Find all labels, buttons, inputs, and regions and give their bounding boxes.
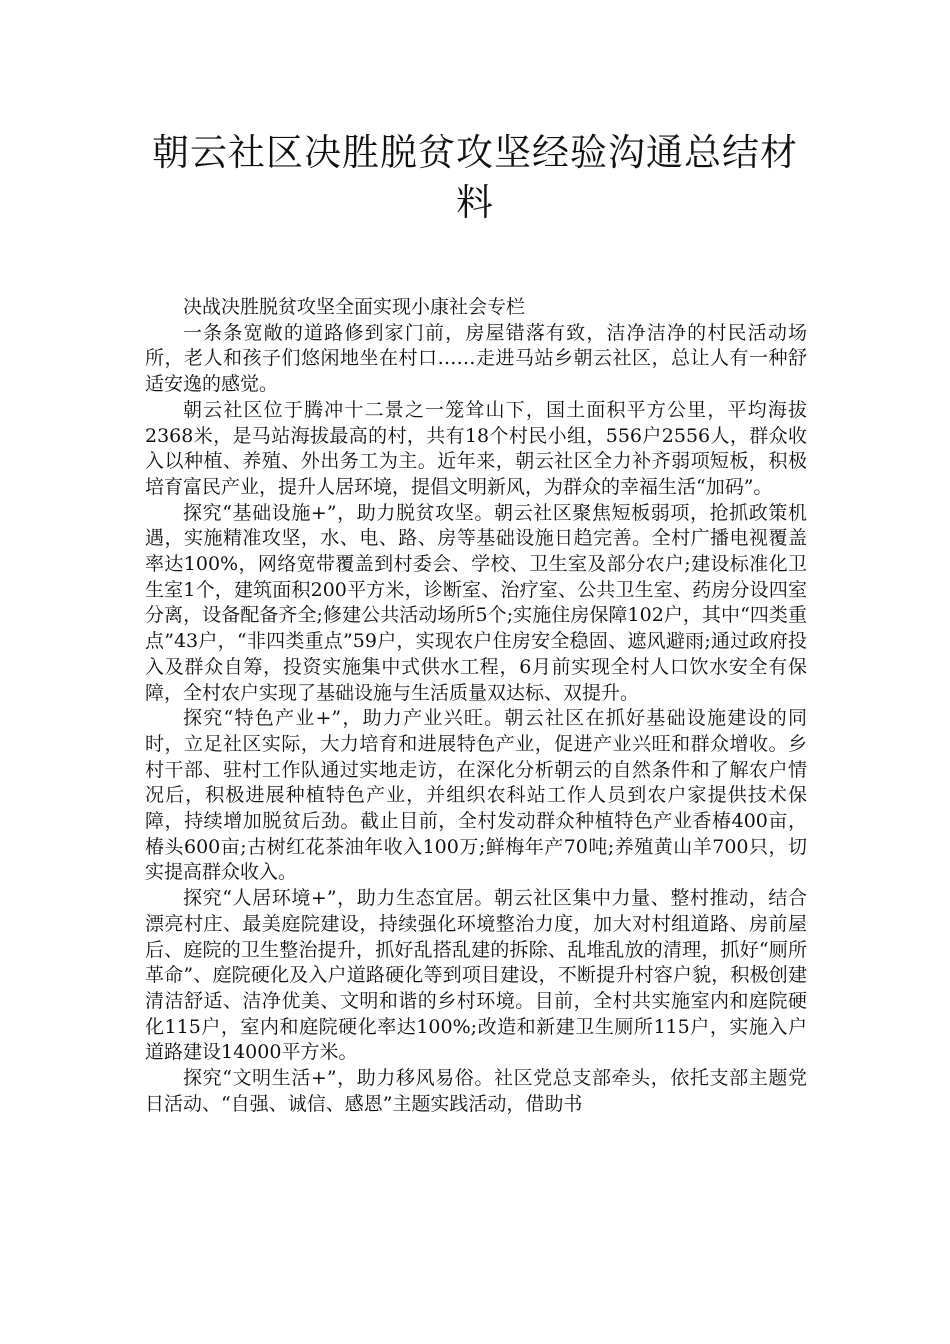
paragraph-infrastructure: 探究“基础设施+”，助力脱贫攻坚。朝云社区聚焦短板弱项，抢抓政策机遇，实施精准攻坚，水、电、路、房等基础设施日趋完善。全村广播电视覆盖率达100%，网络宽带覆盖到村委会、学校、卫生室及部分农户;建设标准化卫生室1个，建筑面积200平方米，诊断室、治疗室、公共卫生室、药房分设四室分离，设备配备齐全;修建公共活动场所5个;实施住房保障102户，其中“四类重点”43户，“非四类重点”59户，实现农户住房安全稳固、遮风避雨;通过政府投入及群众自筹，投资实施集中式供水工程，6月前实现全村人口饮水安全有保障，全村农户实现了基础设施与生活质量双达标、双提升。 — [145, 501, 807, 704]
paragraph-intro: 一条条宽敞的道路修到家门前，房屋错落有致，洁净洁净的村民活动场所，老人和孩子们悠闲地坐在村口……走进马站乡朝云社区，总让人有一种舒适安逸的感觉。 — [145, 321, 807, 396]
paragraph-civilization: 探究“文明生活+”，助力移风易俗。社区党总支部牵头，依托支部主题党日活动、“自强、诚信、感恩”主题实践活动，借助书 — [145, 1067, 807, 1115]
paragraph-overview: 朝云社区位于腾冲十二景之一笼耸山下，国土面积平方公里，平均海拔2368米，是马站海拔最高的村，共有18个村民小组，556户2556人，群众收入以种植、养殖、外出务工为主。近年来，朝云社区全力补齐弱项短板，积极培育富民产业，提升人居环境，提倡文明新风，为群众的幸福生活“加码”。 — [145, 398, 807, 498]
column-heading: 决战决胜脱贫攻坚全面实现小康社会专栏 — [183, 296, 526, 318]
document-body — [145, 295, 807, 1118]
document-title: 朝云社区决胜脱贫攻坚经验沟通总结材料 — [152, 131, 798, 224]
paragraph-industry: 探究“特色产业+”，助力产业兴旺。朝云社区在抓好基础设施建设的同时，立足社区实际，大力培育和进展特色产业，促进产业兴旺和群众增收。乡村干部、驻村工作队通过实地走访，在深化分析朝云的自然条件和了解农户情况后，积极进展种植特色产业，并组织农科站工作人员到农户家提供技术保障，持续增加脱贫后劲。截止目前，全村发动群众种植特色产业香椿400亩，椿头600亩;古树红花茶油年收入100万;鲜梅年产70吨;养殖黄山羊700只，切实提高群众收入。 — [145, 707, 807, 884]
paragraph-environment: 探究“人居环境+”，助力生态宜居。朝云社区集中力量、整村推动，结合漂亮村庄、最美庭院建设，持续强化环境整治力度，加大对村组道路、房前屋后、庭院的卫生整治提升，抓好乱搭乱建的拆除、乱堆乱放的清理，抓好“厕所革命”、庭院硬化及入户道路硬化等到项目建设，不断提升村容户貌，积极创建清洁舒适、洁净优美、文明和谐的乡村环境。目前，全村共实施室内和庭院硬化115户，室内和庭院硬化率达100%;改造和新建卫生厕所115户，实施入户道路建设14000平方米。 — [145, 887, 807, 1064]
